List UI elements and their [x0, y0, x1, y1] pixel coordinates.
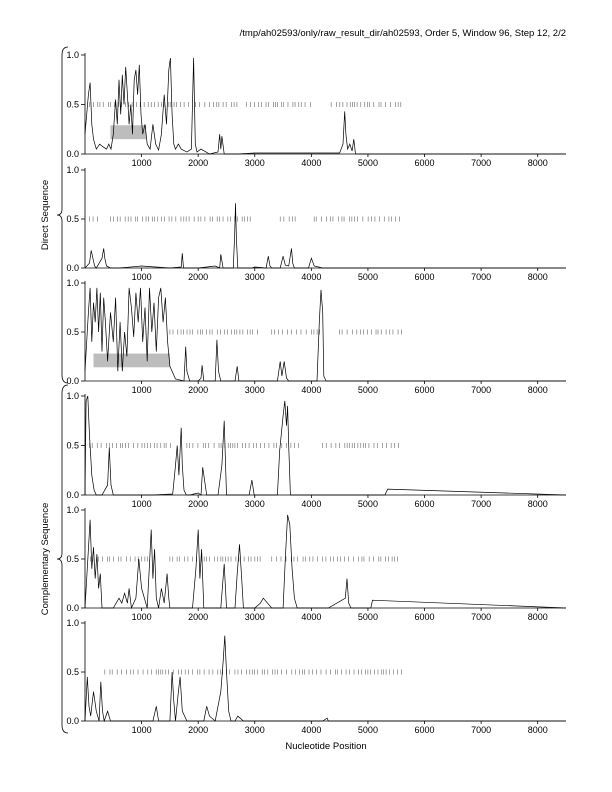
x-tick-label: 8000	[527, 272, 548, 282]
x-tick-label: 8000	[527, 158, 548, 168]
y-tick-label: 0.0	[66, 490, 79, 500]
x-tick-label: 4000	[301, 499, 322, 509]
x-tick-label: 8000	[527, 499, 548, 509]
x-tick-label: 7000	[471, 499, 492, 509]
direct-sequence-label: Direct Sequence	[40, 179, 51, 251]
x-tick-label: 4000	[301, 725, 322, 735]
y-tick-label: 1.0	[66, 50, 79, 60]
x-tick-label: 5000	[357, 725, 378, 735]
x-tick-label: 5000	[357, 158, 378, 168]
x-tick-label: 4000	[301, 385, 322, 395]
x-tick-label: 3000	[244, 272, 265, 282]
data-series-line	[85, 515, 566, 608]
data-series-line	[85, 636, 566, 721]
y-tick-label: 0.0	[66, 716, 79, 726]
x-tick-label: 2000	[188, 272, 209, 282]
y-tick-label: 0.0	[66, 149, 79, 159]
x-tick-label: 6000	[414, 158, 435, 168]
y-tick-label: 1.0	[66, 391, 79, 401]
x-tick-label: 5000	[357, 499, 378, 509]
x-tick-label: 6000	[414, 272, 435, 282]
shaded-region	[110, 125, 146, 139]
x-tick-label: 6000	[414, 385, 435, 395]
x-tick-label: 5000	[357, 385, 378, 395]
x-tick-label: 3000	[244, 725, 265, 735]
x-tick-label: 2000	[188, 612, 209, 622]
x-tick-label: 6000	[414, 725, 435, 735]
x-tick-label: 7000	[471, 725, 492, 735]
y-tick-label: 0.5	[66, 440, 79, 451]
x-tick-label: 2000	[188, 385, 209, 395]
x-tick-label: 6000	[414, 499, 435, 509]
chart-panel-5	[66, 505, 566, 622]
x-tick-label: 5000	[357, 612, 378, 622]
y-tick-label: 0.5	[66, 554, 79, 564]
x-tick-label: 7000	[471, 158, 492, 168]
x-tick-label: 3000	[244, 385, 265, 395]
y-tick-label: 0.5	[66, 667, 79, 677]
x-tick-label: 5000	[357, 272, 378, 282]
chart-panel-6	[66, 618, 566, 735]
y-tick-label: 1.0	[66, 165, 79, 175]
x-tick-label: 4000	[301, 612, 322, 622]
y-tick-label: 1.0	[66, 505, 79, 515]
y-tick-label: 1.0	[66, 278, 79, 288]
x-tick-label: 2000	[188, 158, 209, 168]
x-tick-label: 1000	[131, 158, 152, 168]
y-tick-label: 0.0	[66, 376, 79, 386]
x-tick-label: 3000	[244, 499, 265, 509]
y-tick-label: 0.5	[66, 327, 79, 337]
x-tick-label: 6000	[414, 612, 435, 622]
data-series-line	[85, 203, 566, 268]
x-tick-label: 8000	[527, 725, 548, 735]
y-tick-label: 1.0	[66, 618, 79, 628]
y-tick-label: 0.5	[66, 214, 79, 224]
x-tick-label: 2000	[188, 725, 209, 735]
x-tick-label: 2000	[188, 499, 209, 509]
y-tick-label: 0.5	[66, 99, 79, 110]
x-tick-label: 4000	[301, 272, 322, 282]
x-tick-label: 3000	[244, 158, 265, 168]
x-tick-label: 1000	[131, 272, 152, 282]
chart-panel-4	[66, 391, 566, 509]
y-tick-label: 0.0	[66, 603, 79, 613]
x-tick-label: 4000	[301, 158, 322, 168]
x-tick-label: 8000	[527, 612, 548, 622]
data-series-line	[85, 58, 566, 154]
x-axis-label: Nucleotide Position	[285, 741, 367, 752]
shaded-region	[93, 354, 169, 368]
figure-header: /tmp/ah02593/only/raw_result_dir/ah02593, Order 5, Window 96, Step 12, 2/2	[239, 28, 566, 39]
x-tick-label: 1000	[131, 725, 152, 735]
x-tick-label: 7000	[471, 272, 492, 282]
x-tick-label: 7000	[471, 612, 492, 622]
x-tick-label: 8000	[527, 385, 548, 395]
x-tick-label: 1000	[131, 499, 152, 509]
chart-panel-1	[66, 50, 566, 168]
complementary-sequence-label: Complementary Sequence	[40, 502, 51, 616]
chart-panel-2	[66, 165, 566, 282]
x-tick-label: 1000	[131, 385, 152, 395]
panels	[66, 50, 566, 735]
x-tick-label: 7000	[471, 385, 492, 395]
x-tick-label: 1000	[131, 612, 152, 622]
x-tick-label: 3000	[244, 612, 265, 622]
y-tick-label: 0.0	[66, 263, 79, 273]
chart-panel-3	[66, 278, 566, 395]
